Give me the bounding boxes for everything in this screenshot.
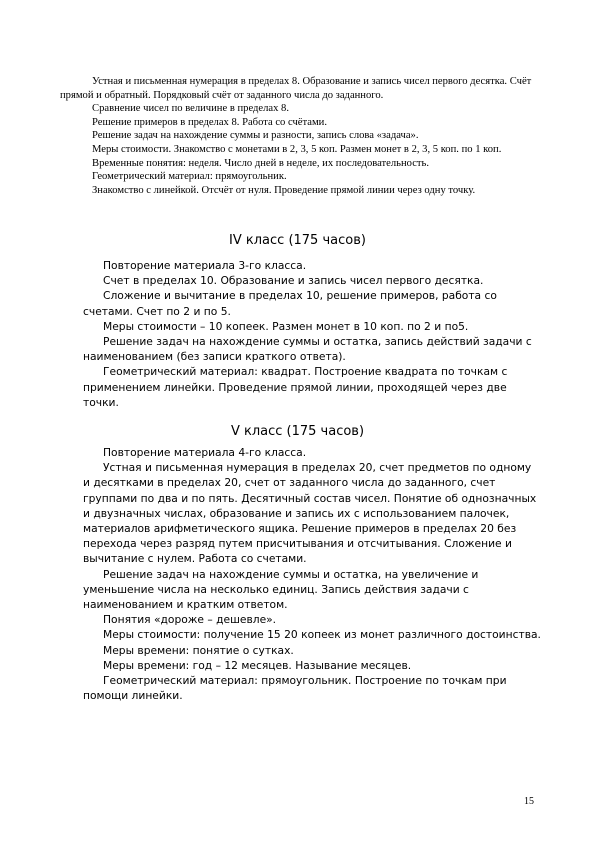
grade4-paragraph: Сложение и вычитание в пределах 10, решение примеров, работа со счетами. Счет по 2 и по 5. (83, 289, 497, 318)
grade5-paragraph: Меры времени: понятие о сутках. (103, 643, 294, 657)
grade5-paragraph: Решение задач на нахождение суммы и остатка, на увеличение и уменьшение числа на несколько единиц. Запись действия задачи с наименованием и кратким ответом. (83, 567, 479, 612)
page-number: 15 (524, 796, 534, 807)
intro-paragraph: Устная и письменная нумерация в пределах 8. Образование и запись чисел первого десятка. Счёт прямой и обратный. Порядковый счёт от заданного числа до заданного. (60, 76, 532, 101)
intro-paragraph: Временные понятия: неделя. Число дней в неделе, их последовательность. (92, 157, 430, 169)
grade5-heading: V класс (175 часов) (230, 424, 365, 439)
grade5-paragraph: Меры времени: год – 12 месяцев. Называние месяцев. (103, 658, 412, 672)
intro-section (60, 75, 540, 197)
intro-paragraph: Знакомство с линейкой. Отсчёт от нуля. Проведение прямой линии через одну точку. (92, 184, 476, 196)
grade5-paragraph: Меры стоимости: получение 15 20 копеек из монет различного достоинства. (103, 628, 541, 642)
intro-paragraph: Решение задач на нахождение суммы и разности, запись слова «задача». (92, 130, 419, 142)
grade4-paragraph: Геометрический материал: квадрат. Построение квадрата по точкам с применением линейки. Проведение прямой линии, проходящей через две точки. (83, 365, 508, 409)
grade5-paragraph: Повторение материала 4-го класса. (103, 446, 307, 459)
grade4-paragraph: Повторение материала 3-го класса. (103, 259, 307, 272)
grade4-paragraph: Счет в пределах 10. Образование и запись чисел первого десятка. (103, 274, 484, 288)
grade4-paragraph: Решение задач на нахождение суммы и остатка, запись действий задачи с наименованием (без записи краткого ответа). (83, 335, 532, 364)
grade5-paragraph: Геометрический материал: прямоугольник. Построение по точкам при помощи линейки. (83, 674, 507, 703)
intro-paragraph: Решение примеров в пределах 8. Работа со счётами. (92, 116, 327, 128)
intro-paragraph: Меры стоимости. Знакомство с монетами в 2, 3, 5 коп. Размен монет в 2, 3, 5 коп. по 1 коп. (92, 143, 502, 155)
grade5-section (83, 445, 541, 703)
grade4-heading: IV класс (175 часов) (229, 233, 366, 248)
grade5-paragraph: Устная и письменная нумерация в пределах 20, счет предметов по одному и десятками в пределах 20, счет от заданного числа до заданного, счет группами по два и по пять. Десятичный состав чисел. Понятие об однозначных и двузначных числах, образование и запись их с использованием палочек, материалов арифметического ящика. Решение примеров в пределах 20 без перехода через разряд путем присчитывания и отсчитывания. Сложение и вычитание с нулем. Работа со счетами. (83, 461, 537, 566)
intro-paragraph: Геометрический материал: прямоугольник. (92, 171, 287, 183)
grade5-paragraph: Понятия «дороже – дешевле». (103, 613, 277, 627)
grade4-section (83, 258, 541, 410)
grade4-paragraph: Меры стоимости – 10 копеек. Размен монет в 10 коп. по 2 и по5. (103, 319, 469, 333)
intro-paragraph: Сравнение чисел по величине в пределах 8. (92, 103, 289, 115)
